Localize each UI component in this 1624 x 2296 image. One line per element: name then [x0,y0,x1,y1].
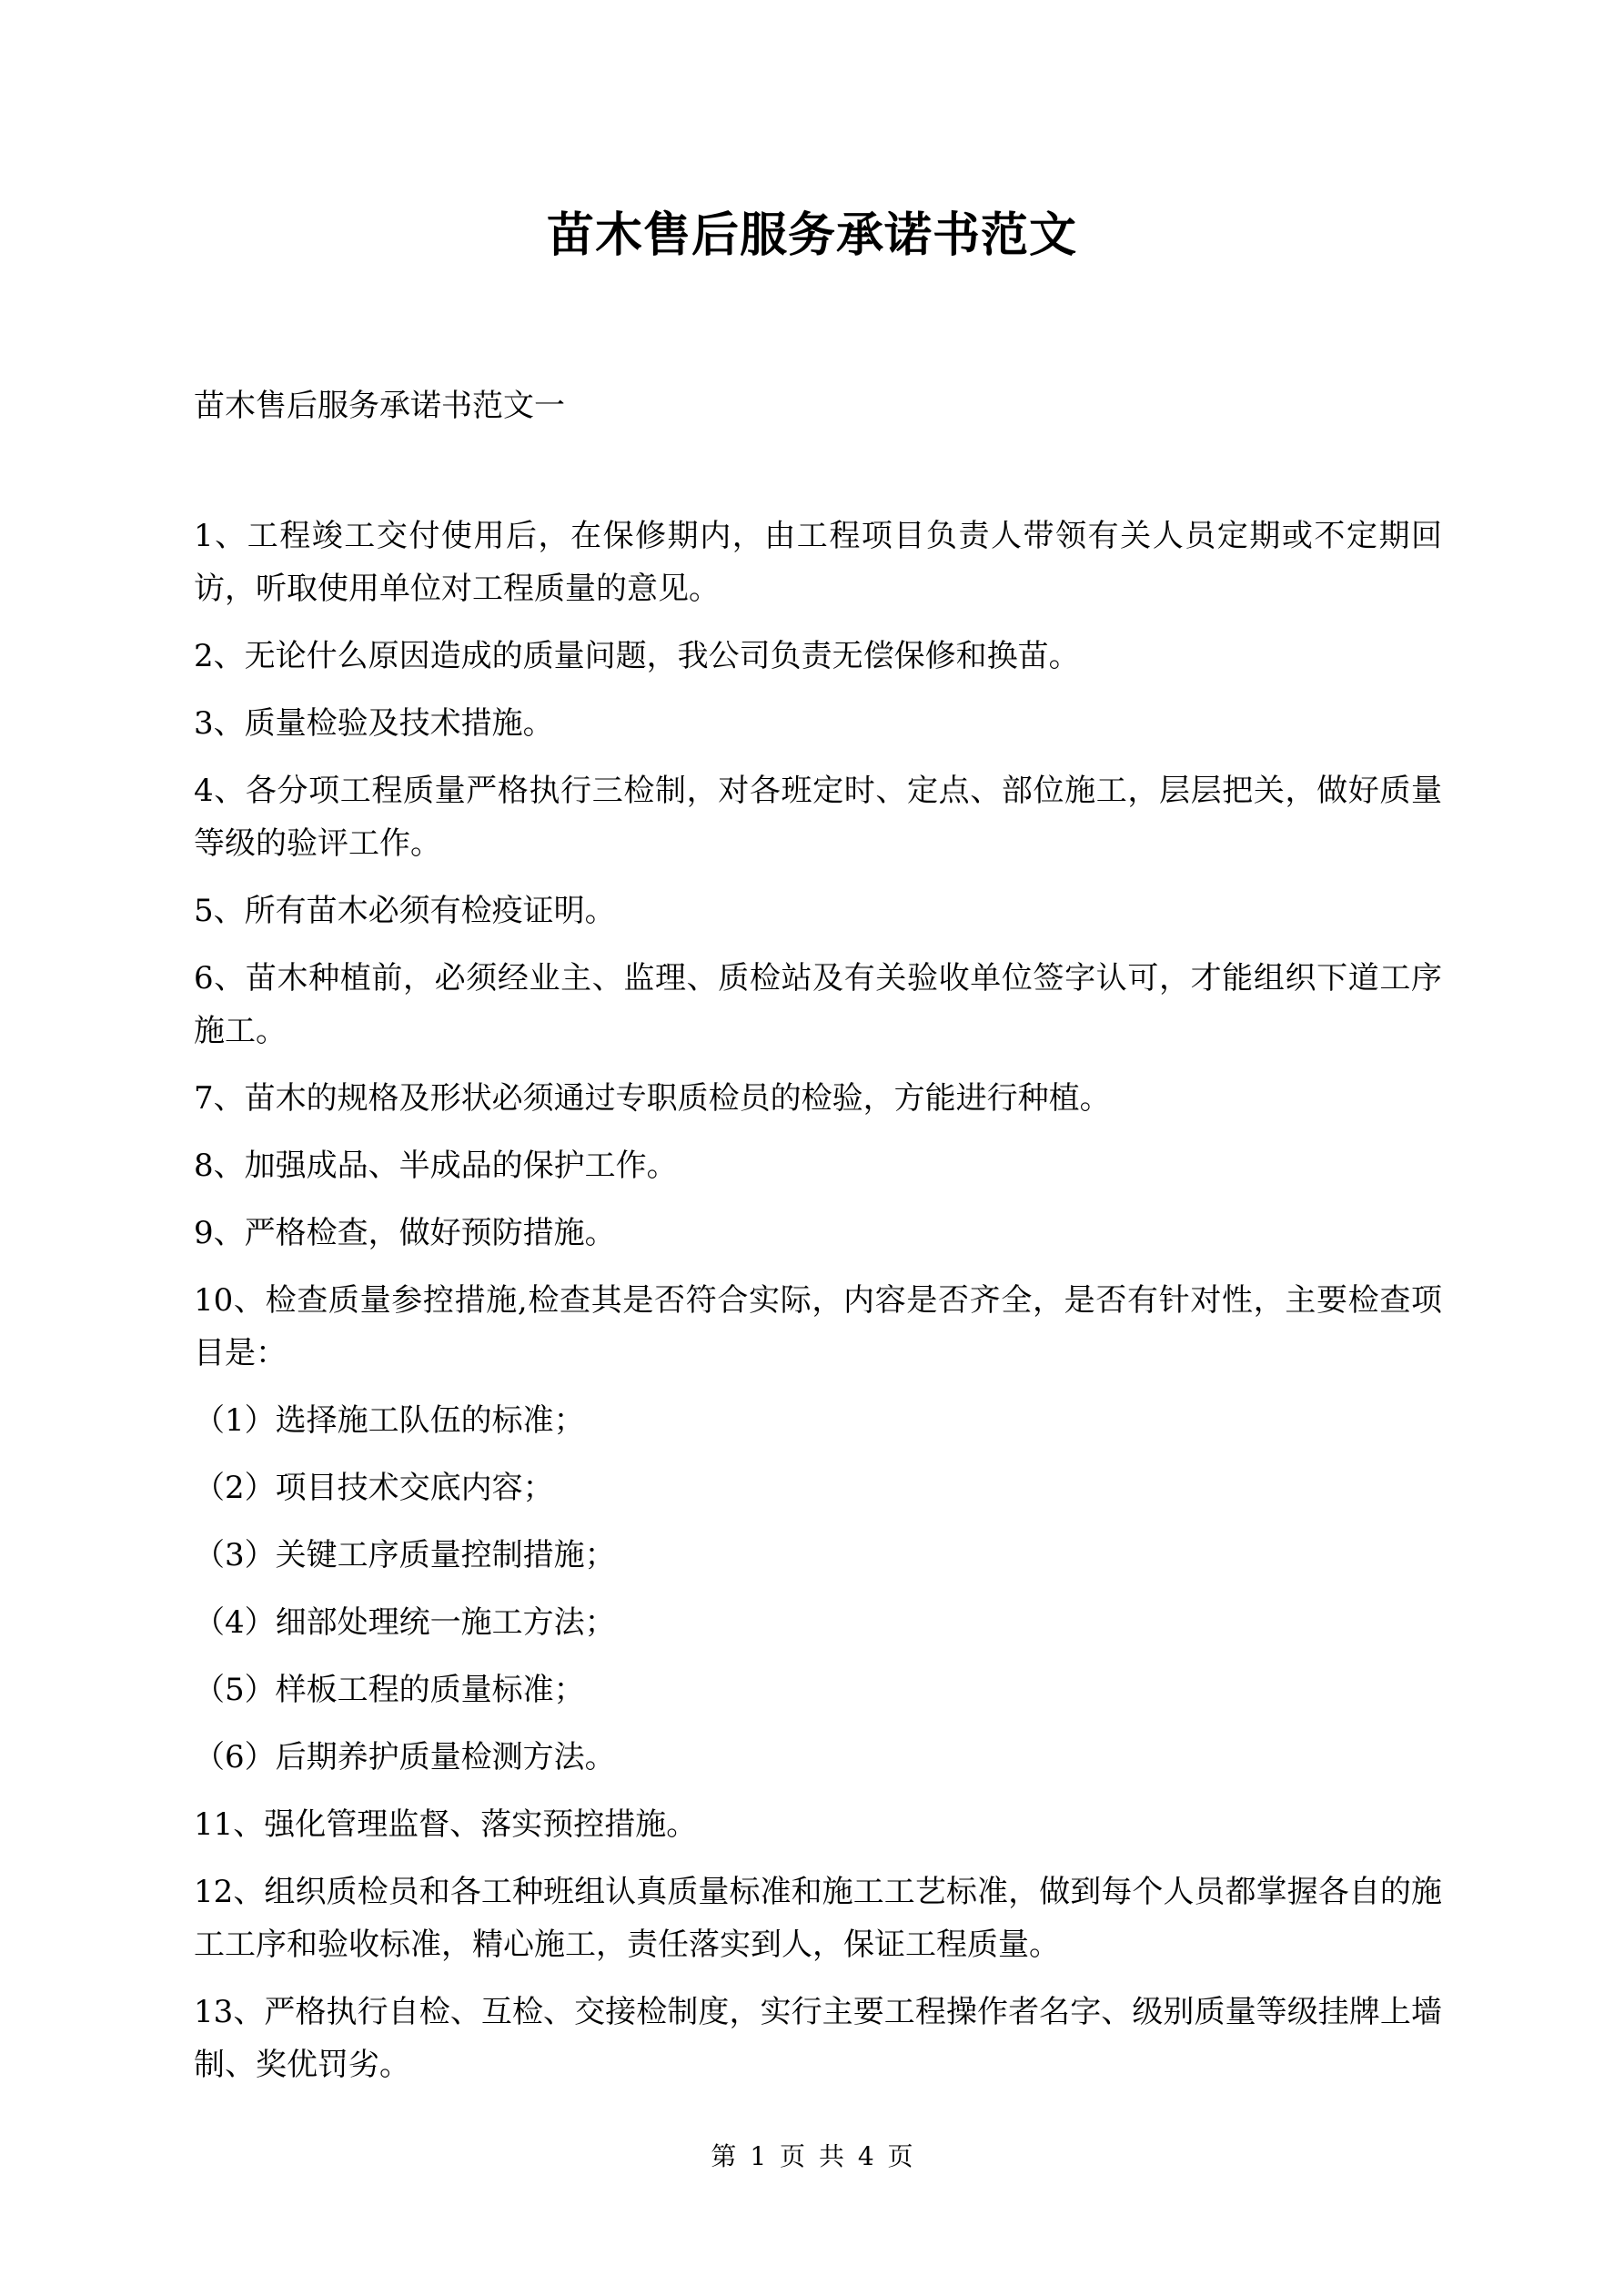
paragraph: 3、质量检验及技术措施。 [194,705,554,742]
list-item: （2）项目技术交底内容； [194,1470,554,1506]
paragraph: 6、苗木种植前，必须经业主、监理、质检站及有关验收单位签字认可，才能组织下道工序施工。 [194,960,1442,1049]
paragraph: 12、组织质检员和各工种班组认真质量标准和施工工艺标准，做到每个人员都掌握各自的施工工序和验收标准，精心施工，责任落实到人，保证工程质量。 [194,1874,1442,1963]
paragraph: 10、检查质量参控措施,检查其是否符合实际，内容是否齐全，是否有针对性，主要检查项目是： [194,1282,1442,1371]
document-subtitle: 苗木售后服务承诺书范文一 [194,388,565,424]
paragraph: 2、无论什么原因造成的质量问题，我公司负责无偿保修和换苗。 [194,638,1080,674]
list-item: （1）选择施工队伍的标准； [194,1402,585,1439]
paragraph: 5、所有苗木必须有检疫证明。 [194,893,616,929]
paragraph: 7、苗木的规格及形状必须通过专职质检员的检验，方能进行种植。 [194,1080,1111,1117]
paragraph: 13、严格执行自检、互检、交接检制度，实行主要工程操作者名字、级别质量等级挂牌上墙制、奖优罚劣。 [194,1994,1442,2083]
paragraph: 11、强化管理监督、落实预控措施。 [194,1806,698,1843]
document-title: 苗木售后服务承诺书范文 [546,207,1077,263]
paragraph: 1、工程竣工交付使用后，在保修期内，由工程项目负责人带领有关人员定期或不定期回访，听取使用单位对工程质量的意见。 [194,518,1442,607]
document-body [194,510,1442,2106]
list-item: （6）后期养护质量检测方法。 [194,1739,616,1775]
list-item: （4）细部处理统一施工方法； [194,1604,616,1641]
list-item: （3）关键工序质量控制措施； [194,1537,616,1573]
paragraph: 9、严格检查，做好预防措施。 [194,1215,616,1251]
page-footer: 第 1 页 共 4 页 [711,2141,913,2171]
list-item: （5）样板工程的质量标准； [194,1672,585,1708]
paragraph: 4、各分项工程质量严格执行三检制，对各班定时、定点、部位施工，层层把关，做好质量等级的验评工作。 [194,773,1442,862]
paragraph: 8、加强成品、半成品的保护工作。 [194,1148,678,1184]
